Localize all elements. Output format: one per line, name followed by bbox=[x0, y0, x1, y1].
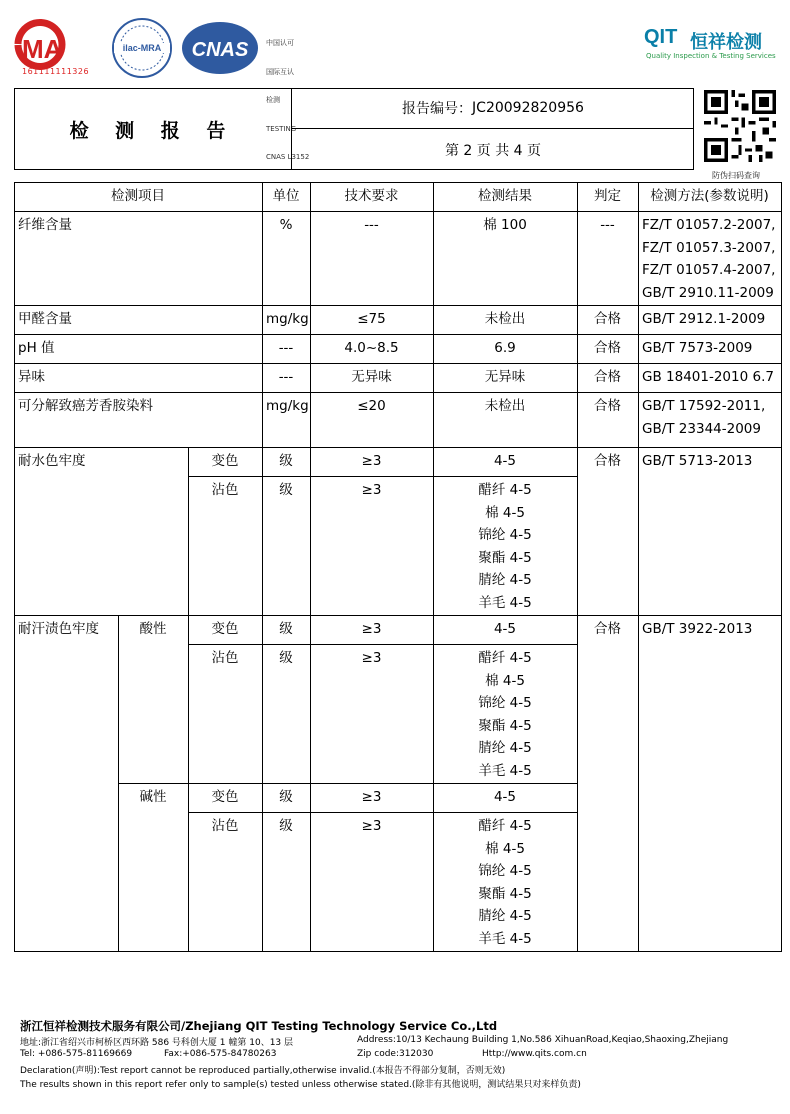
table-rule bbox=[188, 644, 578, 645]
table-header: 判定 bbox=[594, 188, 621, 204]
table-rule bbox=[118, 615, 119, 952]
test-method: GB 18401-2010 6.7 bbox=[642, 369, 774, 385]
test-item: pH 值 bbox=[18, 340, 55, 356]
footer-declaration: Declaration(声明):Test report cannot be reproduced partially,otherwise invalid.(本报告不得部分复制，否则无效) bbox=[20, 1066, 506, 1076]
report-title: 检 测 报 告 bbox=[14, 88, 292, 170]
test-item: 纤维含量 bbox=[18, 217, 72, 233]
judgement: 合格 bbox=[594, 398, 621, 414]
table-rule bbox=[433, 182, 434, 952]
qr-caption: 防伪扫码查询 bbox=[712, 171, 760, 180]
table-rule bbox=[188, 476, 578, 477]
table-rule bbox=[14, 211, 782, 212]
cnas-logo bbox=[180, 20, 260, 76]
unit: 级 bbox=[279, 650, 293, 666]
unit: mg/kg bbox=[266, 398, 309, 414]
table-rule bbox=[14, 951, 782, 952]
sub-item: 变色 bbox=[211, 621, 239, 637]
footer-address-en: Address:10/13 Kechaung Building 1,No.586 XihuanRoad,Keqiao,Shaoxing,Zhejiang bbox=[357, 1035, 729, 1045]
unit: % bbox=[279, 217, 293, 233]
footer-address-cn: 地址:浙江省绍兴市柯桥区西环路 586 号科创大厦 1 幢第 10、13 层 bbox=[20, 1038, 294, 1048]
table-header: 检测方法(参数说明) bbox=[650, 188, 769, 204]
judgement: 合格 bbox=[594, 453, 621, 469]
table-header: 检测项目 bbox=[111, 188, 165, 204]
requirement: ≥3 bbox=[361, 789, 382, 805]
test-method: GB/T 5713-2013 bbox=[642, 453, 753, 469]
requirement: ≤75 bbox=[357, 311, 386, 327]
table-rule bbox=[188, 812, 578, 813]
table-rule bbox=[14, 182, 782, 183]
table-rule bbox=[118, 783, 578, 784]
qit-company-name: 恒祥检测 bbox=[690, 32, 762, 53]
test-method: GB/T 2912.1-2009 bbox=[642, 311, 766, 327]
result: 无异味 bbox=[484, 369, 526, 385]
result: 4-5 bbox=[493, 789, 517, 805]
result: 棉 100 bbox=[483, 217, 527, 233]
requirement: ≥3 bbox=[361, 621, 382, 637]
svg-text:ilac-MRA: ilac-MRA bbox=[122, 43, 162, 53]
requirement: 4.0~8.5 bbox=[344, 340, 399, 356]
footer-fax: Fax:+086-575-84780263 bbox=[164, 1049, 277, 1059]
judgement: 合格 bbox=[594, 369, 621, 385]
test-item: 甲醛含量 bbox=[18, 311, 72, 327]
cnas-line: 中国认可 bbox=[266, 39, 294, 47]
table-rule bbox=[310, 182, 311, 952]
cnas-line: 国际互认 bbox=[266, 67, 294, 76]
result: 未检出 bbox=[484, 398, 526, 414]
result: 醋纤 4-5 棉 4-5 锦纶 4-5 聚酯 4-5 腈纶 4-5 羊毛 4-5 bbox=[478, 650, 532, 779]
unit: 级 bbox=[279, 453, 293, 469]
table-rule bbox=[14, 447, 782, 448]
test-item: 耐汗渍色牢度 bbox=[18, 621, 99, 637]
judgement: 合格 bbox=[594, 311, 621, 327]
sub-category: 酸性 bbox=[139, 621, 167, 637]
table-rule bbox=[781, 182, 782, 952]
table-header: 检测结果 bbox=[478, 188, 532, 204]
result: 未检出 bbox=[484, 311, 526, 327]
requirement: ≤20 bbox=[357, 398, 386, 414]
unit: mg/kg bbox=[266, 311, 309, 327]
svg-text:CNAS: CNAS bbox=[191, 39, 249, 61]
report-number bbox=[292, 88, 694, 129]
table-header: 技术要求 bbox=[344, 188, 399, 204]
table-rule bbox=[188, 447, 189, 952]
footer-tel: Tel: +086-575-81169669 bbox=[20, 1049, 133, 1059]
requirement: ≥3 bbox=[361, 453, 382, 469]
qit-tagline: Quality Inspection & Testing Services bbox=[646, 52, 776, 60]
ilac-mra-logo bbox=[110, 16, 174, 80]
judgement: 合格 bbox=[594, 340, 621, 356]
unit: 级 bbox=[279, 818, 293, 834]
sub-item: 沾色 bbox=[211, 650, 239, 666]
unit: --- bbox=[278, 340, 294, 356]
judgement: --- bbox=[600, 217, 615, 233]
report-number-label: 报告编号： bbox=[402, 101, 473, 117]
footer-note: The results shown in this report refer only to sample(s) tested unless otherwise stated.(除非有其他说明，测试结果只对来样负责) bbox=[20, 1080, 581, 1090]
result: 醋纤 4-5 棉 4-5 锦纶 4-5 聚酯 4-5 腈纶 4-5 羊毛 4-5 bbox=[478, 482, 532, 611]
sub-item: 变色 bbox=[211, 789, 239, 805]
cma-code: 161111111326 bbox=[22, 67, 90, 76]
table-rule bbox=[14, 305, 782, 306]
table-rule bbox=[638, 182, 639, 952]
table-rule bbox=[14, 334, 782, 335]
unit: 级 bbox=[279, 482, 293, 498]
table-rule bbox=[262, 182, 263, 952]
svg-text:MA: MA bbox=[22, 34, 63, 64]
unit: --- bbox=[278, 369, 294, 385]
requirement: 无异味 bbox=[351, 369, 392, 385]
requirement: --- bbox=[364, 217, 379, 233]
cnas-line: TESTING bbox=[266, 124, 297, 133]
footer-website[interactable]: Http://www.qits.com.cn bbox=[482, 1049, 587, 1059]
qit-logo: QIT bbox=[644, 26, 678, 48]
requirement: ≥3 bbox=[361, 650, 382, 666]
result: 4-5 bbox=[493, 453, 517, 469]
test-method: GB/T 7573-2009 bbox=[642, 340, 753, 356]
sub-item: 沾色 bbox=[211, 818, 239, 834]
unit: 级 bbox=[279, 621, 293, 637]
test-method: GB/T 3922-2013 bbox=[642, 621, 753, 637]
test-item: 耐水色牢度 bbox=[18, 453, 86, 469]
requirement: ≥3 bbox=[361, 818, 382, 834]
cnas-line: 检测 bbox=[266, 96, 280, 104]
test-method: FZ/T 01057.2-2007, FZ/T 01057.3-2007, FZ/T 01057.4-2007, GB/T 2910.11-2009 bbox=[642, 217, 776, 301]
report-number-value: JC20092820956 bbox=[472, 100, 584, 116]
table-rule bbox=[14, 363, 782, 364]
table-rule bbox=[577, 182, 578, 952]
table-header: 单位 bbox=[272, 188, 300, 204]
test-item: 异味 bbox=[18, 369, 45, 385]
sub-item: 变色 bbox=[211, 453, 239, 469]
footer-zip: Zip code:312030 bbox=[357, 1049, 434, 1059]
result: 4-5 bbox=[493, 621, 517, 637]
table-rule bbox=[14, 392, 782, 393]
cnas-line: CNAS L3152 bbox=[266, 153, 310, 161]
unit: 级 bbox=[279, 789, 293, 805]
table-rule bbox=[14, 182, 15, 952]
sub-category: 碱性 bbox=[139, 789, 167, 805]
footer-company: 浙江恒祥检测技术服务有限公司/Zhejiang QIT Testing Technology Service Co.,Ltd bbox=[20, 1019, 498, 1033]
judgement: 合格 bbox=[594, 621, 621, 637]
sub-item: 沾色 bbox=[211, 482, 239, 498]
result: 醋纤 4-5 棉 4-5 锦纶 4-5 聚酯 4-5 腈纶 4-5 羊毛 4-5 bbox=[478, 818, 532, 947]
test-method: GB/T 17592-2011, GB/T 23344-2009 bbox=[642, 398, 766, 437]
result: 6.9 bbox=[494, 340, 516, 356]
table-rule bbox=[14, 615, 782, 616]
test-item: 可分解致癌芳香胺染料 bbox=[18, 398, 153, 414]
qr-code[interactable] bbox=[704, 90, 776, 162]
page-indicator: 第 2 页 共 4 页 bbox=[444, 142, 542, 159]
requirement: ≥3 bbox=[361, 482, 382, 498]
